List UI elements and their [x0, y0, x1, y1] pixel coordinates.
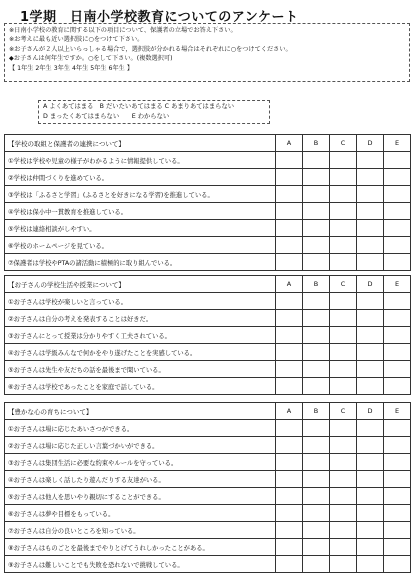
- instructions-box: [4, 23, 410, 82]
- answer-cell[interactable]: [357, 505, 384, 522]
- answer-cell[interactable]: [276, 505, 303, 522]
- answer-cell[interactable]: [357, 327, 384, 344]
- answer-cell[interactable]: [384, 152, 411, 169]
- question-text: ⑨お子さんは難しいことでも失敗を恐れないで挑戦している。: [5, 556, 276, 573]
- question-text: ④お子さんは学級みんなで何かをやり遂げたことを実感している。: [5, 344, 276, 361]
- answer-cell[interactable]: [330, 152, 357, 169]
- answer-cell[interactable]: [276, 327, 303, 344]
- answer-cell[interactable]: [276, 220, 303, 237]
- question-row: [5, 420, 411, 437]
- answer-cell[interactable]: [276, 488, 303, 505]
- section-header-row: [5, 403, 411, 420]
- question-row: [5, 310, 411, 327]
- question-row: [5, 203, 411, 220]
- question-text: ②学校は仲間づくりを進めている。: [5, 169, 276, 186]
- page-title: 1学期 日南小学校教育についてのアンケート: [20, 10, 299, 25]
- section-title: 【豊かな心の育ちについて】: [5, 403, 276, 420]
- answer-cell[interactable]: [357, 237, 384, 254]
- answer-cell[interactable]: [384, 237, 411, 254]
- answer-cell[interactable]: [330, 220, 357, 237]
- question-row: [5, 488, 411, 505]
- answer-cell[interactable]: [303, 293, 330, 310]
- question-text: ③お子さんにとって授業は分かりやすく工夫されている。: [5, 327, 276, 344]
- grade-options[interactable]: 【 1年生 2年生 3年生 4年生 5年生 6年生 】: [9, 64, 134, 72]
- question-text: ⑥学校のホームページを見ている。: [5, 237, 276, 254]
- question-row: [5, 361, 411, 378]
- answer-cell[interactable]: [384, 220, 411, 237]
- answer-cell[interactable]: [303, 186, 330, 203]
- answer-cell[interactable]: [357, 310, 384, 327]
- answer-cell[interactable]: [303, 454, 330, 471]
- answer-cell[interactable]: [276, 556, 303, 573]
- answer-cell[interactable]: [276, 471, 303, 488]
- answer-cell[interactable]: [357, 152, 384, 169]
- column-header: C: [330, 135, 357, 152]
- column-header: B: [303, 403, 330, 420]
- answer-cell[interactable]: [276, 420, 303, 437]
- answer-cell[interactable]: [276, 254, 303, 271]
- column-header: C: [330, 403, 357, 420]
- answer-cell[interactable]: [357, 378, 384, 395]
- answer-cell[interactable]: [384, 293, 411, 310]
- answer-cell[interactable]: [276, 522, 303, 539]
- question-row: [5, 293, 411, 310]
- answer-cell[interactable]: [357, 556, 384, 573]
- answer-cell[interactable]: [357, 220, 384, 237]
- question-row: [5, 454, 411, 471]
- question-text: ①お子さんは場に応じたあいさつができる。: [5, 420, 276, 437]
- question-text: ⑥お子さんは夢や目標をもっている。: [5, 505, 276, 522]
- answer-cell[interactable]: [384, 327, 411, 344]
- question-text: ①学校は学校や児童の様子がわかるように情報提供している。: [5, 152, 276, 169]
- answer-cell[interactable]: [384, 437, 411, 454]
- answer-cell[interactable]: [330, 254, 357, 271]
- answer-cell[interactable]: [330, 505, 357, 522]
- answer-cell[interactable]: [357, 293, 384, 310]
- answer-cell[interactable]: [330, 420, 357, 437]
- column-header: E: [384, 403, 411, 420]
- answer-cell[interactable]: [303, 327, 330, 344]
- answer-cell[interactable]: [384, 254, 411, 271]
- answer-cell[interactable]: [384, 310, 411, 327]
- answer-cell[interactable]: [384, 203, 411, 220]
- answer-cell[interactable]: [357, 437, 384, 454]
- answer-cell[interactable]: [384, 186, 411, 203]
- section-title: 【学校の取組と保護者の連携について】: [5, 135, 276, 152]
- answer-cell[interactable]: [276, 310, 303, 327]
- question-row: [5, 254, 411, 271]
- question-row: [5, 522, 411, 539]
- answer-cell[interactable]: [384, 169, 411, 186]
- answer-cell[interactable]: [357, 254, 384, 271]
- answer-cell[interactable]: [303, 237, 330, 254]
- answer-cell[interactable]: [357, 454, 384, 471]
- answer-cell[interactable]: [276, 186, 303, 203]
- survey-section-table: [4, 134, 411, 271]
- question-text: ⑦保護者は学校やPTAの諸活動に積極的に取り組んでいる。: [5, 254, 276, 271]
- answer-cell[interactable]: [276, 437, 303, 454]
- question-row: [5, 169, 411, 186]
- answer-cell[interactable]: [276, 203, 303, 220]
- question-row: [5, 152, 411, 169]
- question-text: ⑤学校は連絡相談がしやすい。: [5, 220, 276, 237]
- answer-cell[interactable]: [330, 556, 357, 573]
- answer-cell[interactable]: [276, 361, 303, 378]
- answer-cell[interactable]: [303, 471, 330, 488]
- question-text: ⑤お子さんは先生や友だちの話を最後まで聞いている。: [5, 361, 276, 378]
- section-header-row: [5, 135, 411, 152]
- answer-cell[interactable]: [330, 471, 357, 488]
- survey-section-table: [4, 275, 411, 395]
- question-row: [5, 437, 411, 454]
- answer-cell[interactable]: [276, 152, 303, 169]
- answer-cell[interactable]: [330, 344, 357, 361]
- answer-cell[interactable]: [303, 361, 330, 378]
- question-row: [5, 471, 411, 488]
- answer-legend: [38, 100, 270, 124]
- column-header: D: [357, 403, 384, 420]
- question-text: ①お子さんは学校が楽しいと言っている。: [5, 293, 276, 310]
- column-header: B: [303, 276, 330, 293]
- question-row: [5, 556, 411, 573]
- column-header: E: [384, 276, 411, 293]
- answer-cell[interactable]: [384, 539, 411, 556]
- answer-cell[interactable]: [303, 539, 330, 556]
- question-text: ⑧お子さんはものごとを最後までやりとげてうれしかったことがある。: [5, 539, 276, 556]
- answer-cell[interactable]: [330, 488, 357, 505]
- column-header: C: [330, 276, 357, 293]
- answer-cell[interactable]: [330, 186, 357, 203]
- question-text: ⑦お子さんは自分の良いところを知っている。: [5, 522, 276, 539]
- answer-cell[interactable]: [357, 522, 384, 539]
- question-text: ②お子さんは場に応じた正しい言葉づかいができる。: [5, 437, 276, 454]
- question-text: ④学校は保小中一貫教育を推進している。: [5, 203, 276, 220]
- answer-cell[interactable]: [357, 420, 384, 437]
- column-header: B: [303, 135, 330, 152]
- question-row: [5, 220, 411, 237]
- instruction-line: ※お考えに最も近い選択肢に○をつけて下さい。: [9, 36, 144, 44]
- answer-cell[interactable]: [330, 203, 357, 220]
- answer-cell[interactable]: [384, 344, 411, 361]
- question-row: [5, 186, 411, 203]
- answer-cell[interactable]: [384, 471, 411, 488]
- answer-cell[interactable]: [330, 310, 357, 327]
- answer-cell[interactable]: [357, 471, 384, 488]
- question-row: [5, 327, 411, 344]
- question-text: ②お子さんは自分の考えを発表することは好きだ。: [5, 310, 276, 327]
- column-header: D: [357, 135, 384, 152]
- answer-cell[interactable]: [303, 420, 330, 437]
- answer-cell[interactable]: [357, 344, 384, 361]
- question-row: [5, 344, 411, 361]
- answer-cell[interactable]: [357, 186, 384, 203]
- answer-cell[interactable]: [303, 310, 330, 327]
- answer-cell[interactable]: [276, 169, 303, 186]
- answer-cell[interactable]: [330, 361, 357, 378]
- answer-cell[interactable]: [330, 437, 357, 454]
- answer-cell[interactable]: [357, 488, 384, 505]
- answer-cell[interactable]: [384, 420, 411, 437]
- question-row: [5, 539, 411, 556]
- answer-cell[interactable]: [276, 344, 303, 361]
- column-header: A: [276, 135, 303, 152]
- answer-cell[interactable]: [330, 378, 357, 395]
- answer-cell[interactable]: [384, 505, 411, 522]
- answer-cell[interactable]: [303, 220, 330, 237]
- column-header: A: [276, 403, 303, 420]
- answer-cell[interactable]: [330, 169, 357, 186]
- answer-cell[interactable]: [303, 169, 330, 186]
- answer-cell[interactable]: [384, 522, 411, 539]
- answer-cell[interactable]: [357, 169, 384, 186]
- answer-cell[interactable]: [303, 378, 330, 395]
- answer-cell[interactable]: [330, 293, 357, 310]
- legend-line: D まったくあてはまらない E わからない: [43, 113, 170, 120]
- question-row: [5, 378, 411, 395]
- question-text: ③お子さんは集団生活に必要な約束やルールを守っている。: [5, 454, 276, 471]
- answer-cell[interactable]: [357, 203, 384, 220]
- answer-cell[interactable]: [303, 505, 330, 522]
- column-header: A: [276, 276, 303, 293]
- answer-cell[interactable]: [384, 556, 411, 573]
- answer-cell[interactable]: [303, 344, 330, 361]
- section-header-row: [5, 276, 411, 293]
- question-row: [5, 505, 411, 522]
- answer-cell[interactable]: [330, 539, 357, 556]
- answer-cell[interactable]: [384, 454, 411, 471]
- instruction-line: ※日南小学校の教育に関する以下の項目について、保護者の立場でお答え下さい。: [9, 27, 237, 34]
- instruction-line: ※お子さんが２人以上いらっしゃる場合で，選択肢が分かれる場合はそれぞれに○をつけてください。: [9, 45, 292, 53]
- answer-cell[interactable]: [276, 378, 303, 395]
- answer-cell[interactable]: [330, 522, 357, 539]
- answer-cell[interactable]: [303, 556, 330, 573]
- answer-cell[interactable]: [303, 254, 330, 271]
- section-title: 【お子さんの学校生活や授業について】: [5, 276, 276, 293]
- answer-cell[interactable]: [276, 293, 303, 310]
- answer-cell[interactable]: [276, 539, 303, 556]
- question-text: ③学校は「ふるさと学習」(ふるさとを好きになる学習)を推進している。: [5, 186, 276, 203]
- answer-cell[interactable]: [330, 237, 357, 254]
- answer-cell[interactable]: [303, 522, 330, 539]
- answer-cell[interactable]: [384, 378, 411, 395]
- column-header: D: [357, 276, 384, 293]
- instruction-line: ◆お子さんは何年生ですか。○をして下さい。(複数選択可): [9, 55, 173, 63]
- question-text: ④お子さんは楽しく話したり遊んだりする友達がいる。: [5, 471, 276, 488]
- answer-cell[interactable]: [330, 454, 357, 471]
- answer-cell[interactable]: [330, 327, 357, 344]
- question-row: [5, 237, 411, 254]
- answer-cell[interactable]: [276, 237, 303, 254]
- column-header: E: [384, 135, 411, 152]
- answer-cell[interactable]: [276, 454, 303, 471]
- answer-cell[interactable]: [303, 488, 330, 505]
- answer-cell[interactable]: [357, 361, 384, 378]
- question-text: ⑥お子さんは学校であったことを家庭で話している。: [5, 378, 276, 395]
- question-text: ⑤お子さんは他人を思いやり親切にすることができる。: [5, 488, 276, 505]
- legend-line: A よくあてはまる B だいたいあてはまる C あまりあてはまらない: [43, 103, 235, 110]
- survey-section-table: [4, 402, 411, 573]
- answer-cell[interactable]: [357, 539, 384, 556]
- answer-cell[interactable]: [303, 203, 330, 220]
- answer-cell[interactable]: [384, 488, 411, 505]
- answer-cell[interactable]: [303, 437, 330, 454]
- answer-cell[interactable]: [303, 152, 330, 169]
- answer-cell[interactable]: [384, 361, 411, 378]
